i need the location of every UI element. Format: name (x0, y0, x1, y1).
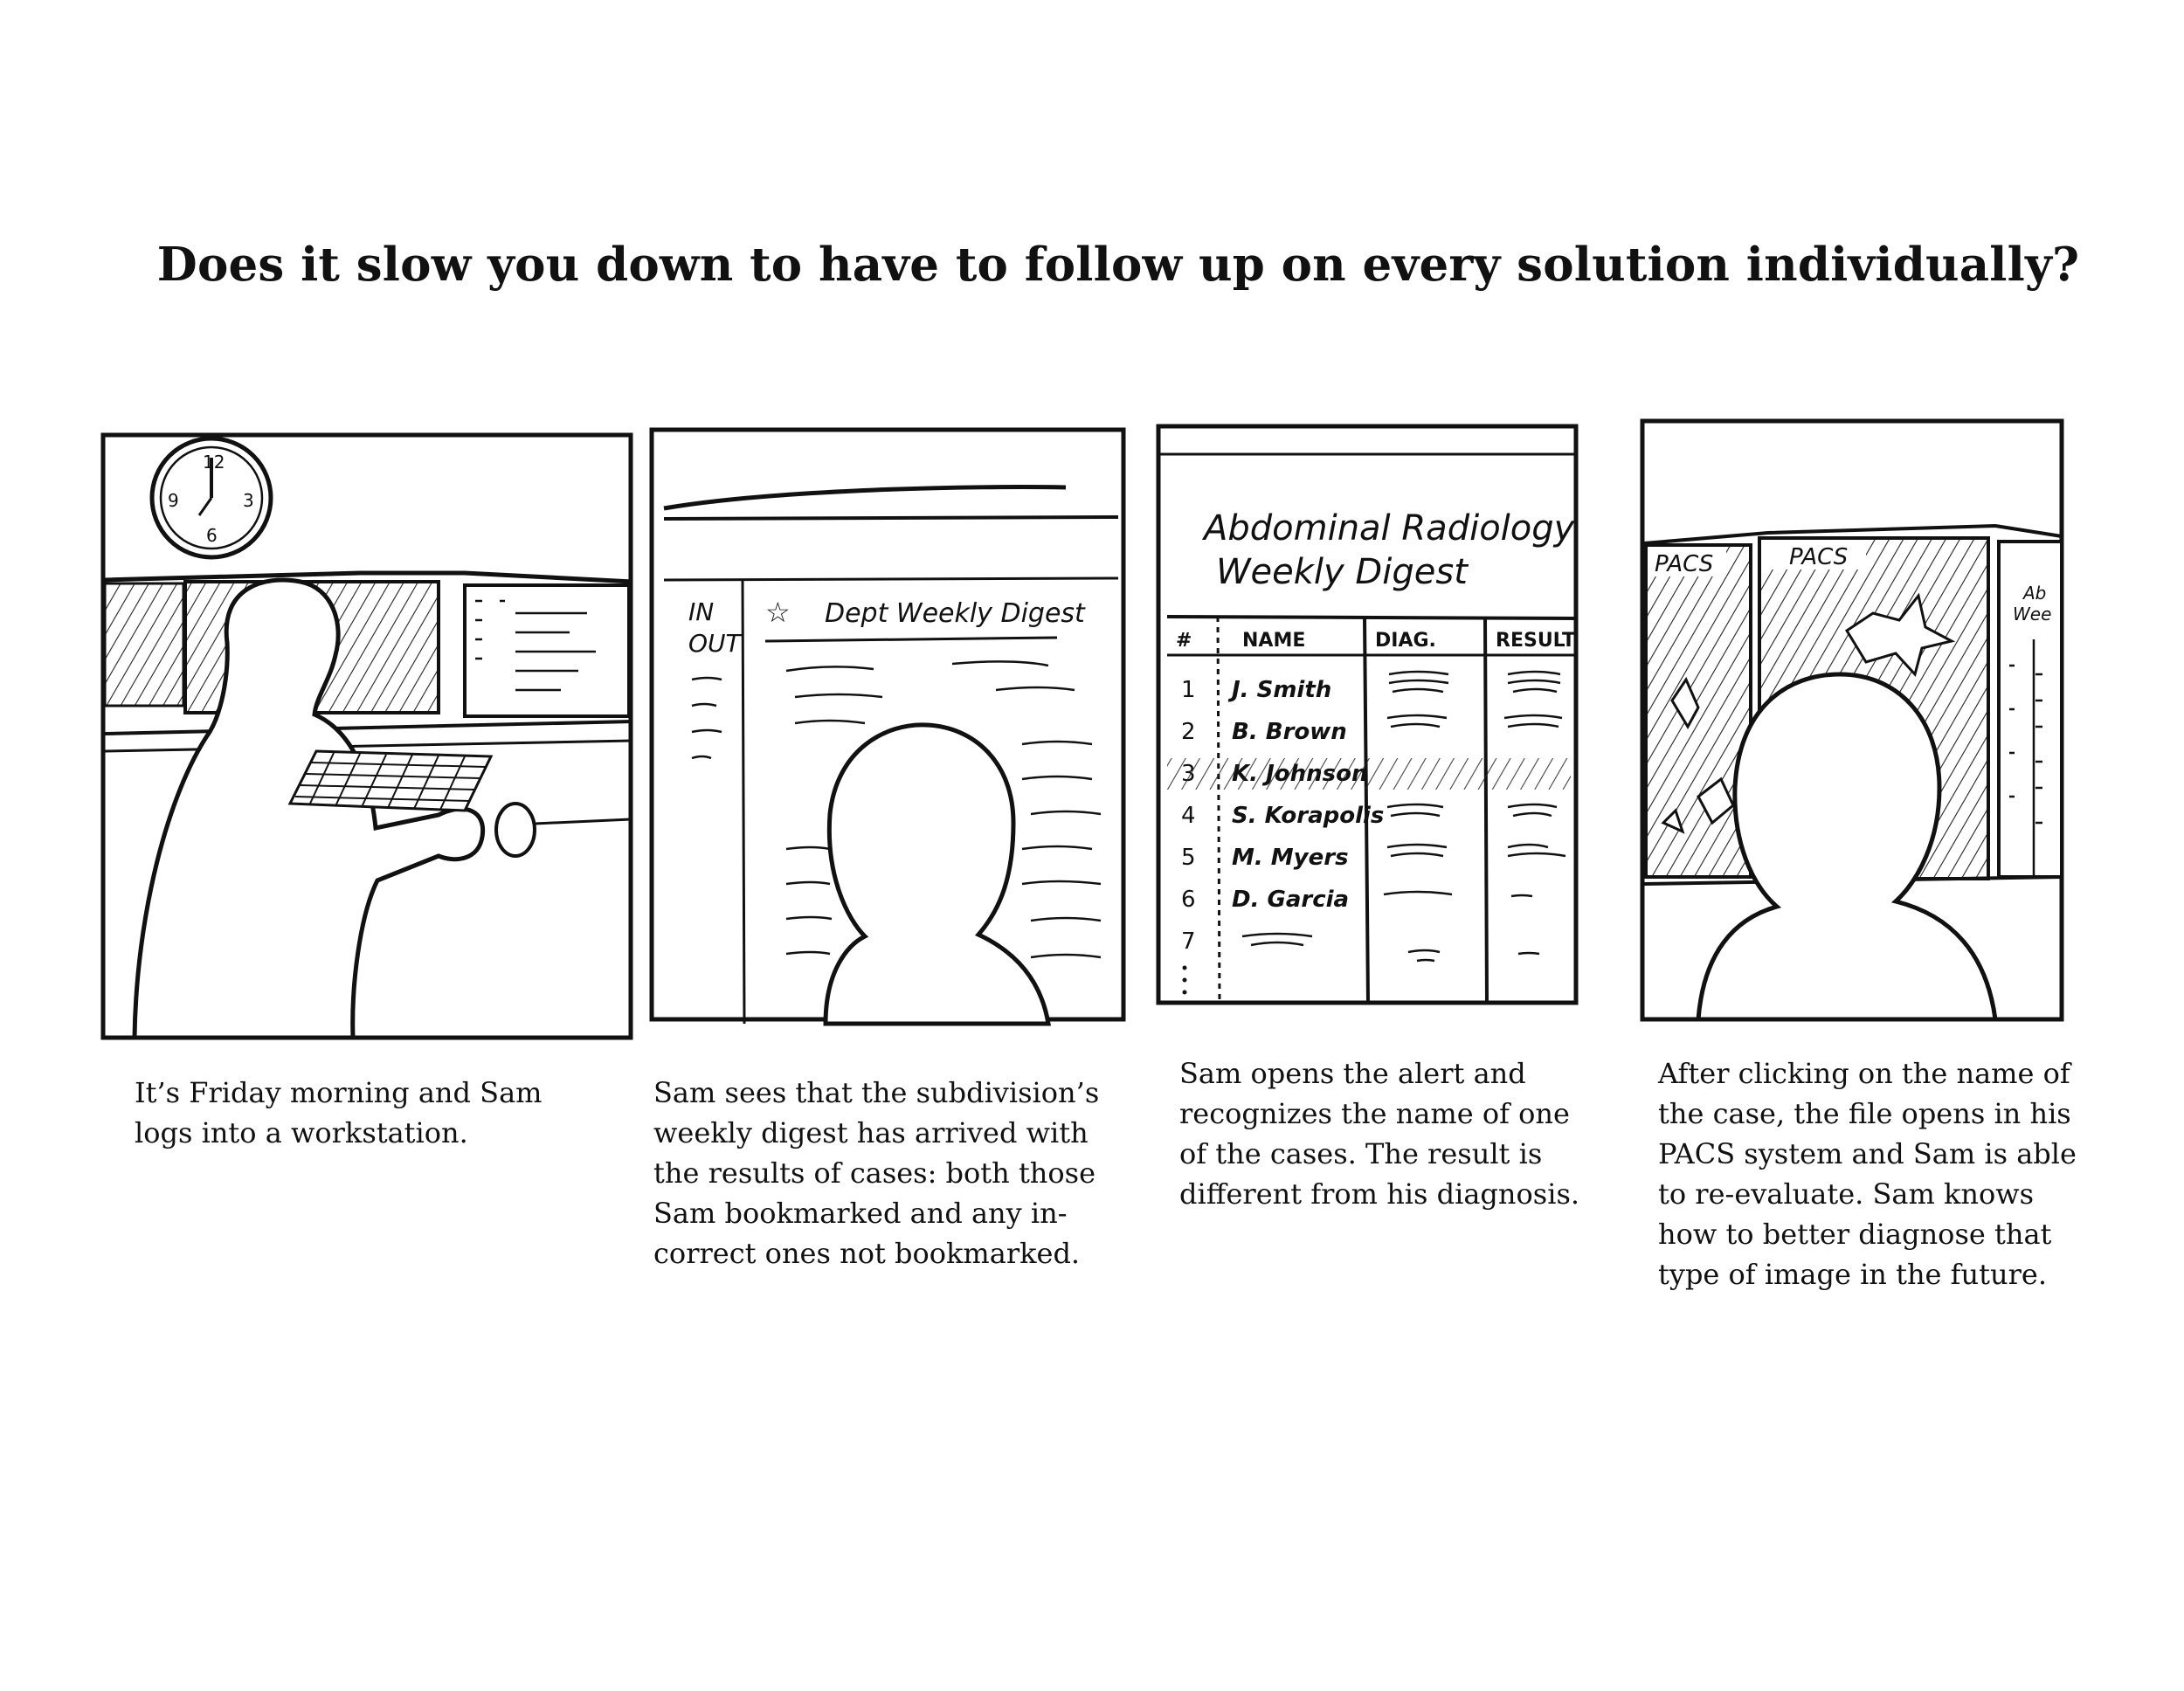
row-number: 1 (1181, 677, 1196, 703)
panel-2-sketch (646, 412, 1136, 1041)
monitor-left (105, 583, 183, 706)
row-name: D. Garcia (1232, 887, 1350, 913)
sam-head-silhouette (826, 725, 1048, 1024)
table-row[interactable] (1181, 845, 1349, 871)
inbox-in-label: IN (688, 597, 715, 626)
row-name: J. Smith (1232, 677, 1332, 703)
digest-title-line1: Abdominal Radiology (1204, 508, 1575, 549)
panel-1-sketch (98, 426, 639, 1055)
pacs-center-label: PACS (1789, 544, 1849, 570)
panel-4-caption: After clicking on the name of the case, the file opens in his PACS system and Sam is able to re-evaluate. Sam knows how to better diagnose that type of image in the future. (1658, 1057, 2077, 1291)
panel-2-digest-alert (646, 412, 1136, 1270)
row-name: M. Myers (1232, 845, 1349, 871)
clock-6: 6 (206, 525, 218, 546)
row-name: B. Brown (1232, 719, 1347, 745)
row-number: 5 (1181, 845, 1196, 871)
side-label-line1: Ab (2023, 583, 2047, 604)
row-number: 4 (1181, 803, 1196, 829)
table-row[interactable] (1181, 677, 1331, 703)
row-highlight-hatching (1167, 758, 1571, 790)
panel-1-caption: It’s Friday morning and Sam logs into a workstation. (135, 1076, 543, 1149)
table-row-highlighted[interactable] (1167, 758, 1571, 790)
panel-3-caption: Sam opens the alert and recognizes the name of one of the cases. The result is different from his diagnosis. (1179, 1057, 1580, 1211)
inbox-out-label: OUT (688, 629, 741, 658)
table-row[interactable] (1181, 887, 1349, 913)
panel-2-caption: Sam sees that the subdivision’s weekly digest has arrived with the results of cases: both those Sam bookmarked and any in-correct ones not bookmarked. (653, 1076, 1100, 1270)
side-label-line2: Wee (2013, 604, 2052, 625)
clock-3: 3 (243, 490, 254, 511)
keyboard-icon (290, 751, 491, 811)
panel-3-digest-table (1155, 419, 1592, 1211)
row-number: 7 (1181, 928, 1196, 955)
column-header-result: RESULT (1496, 630, 1576, 652)
page-title: Does it slow you down to have to follow up on every solution individually? (156, 238, 2080, 292)
digest-subject: Dept Weekly Digest (825, 598, 1085, 629)
star-bookmark-icon: ☆ (765, 596, 791, 629)
panel-4-sketch (1637, 412, 2091, 1041)
row-number: 2 (1181, 719, 1196, 745)
column-header-name: NAME (1242, 630, 1306, 652)
pacs-left-label: PACS (1655, 551, 1714, 577)
table-row[interactable] (1181, 928, 1196, 955)
table-row[interactable] (1181, 803, 1384, 829)
panel-1-login (98, 426, 639, 1149)
panel-4-pacs (1637, 412, 2091, 1291)
pacs-left-monitor (1646, 545, 1751, 877)
clock-12: 12 (203, 452, 225, 473)
clock-9: 9 (168, 490, 179, 511)
mouse-icon (496, 804, 535, 856)
table-row[interactable] (1181, 719, 1347, 745)
panel-3-sketch (1155, 419, 1592, 1048)
column-header-diag: DIAG. (1375, 630, 1436, 652)
wall-clock-icon (152, 438, 271, 557)
digest-title-line2: Weekly Digest (1216, 552, 1468, 592)
column-header-number: # (1176, 630, 1192, 652)
row-name: S. Korapolis (1232, 803, 1385, 829)
row-number: 6 (1181, 887, 1196, 913)
